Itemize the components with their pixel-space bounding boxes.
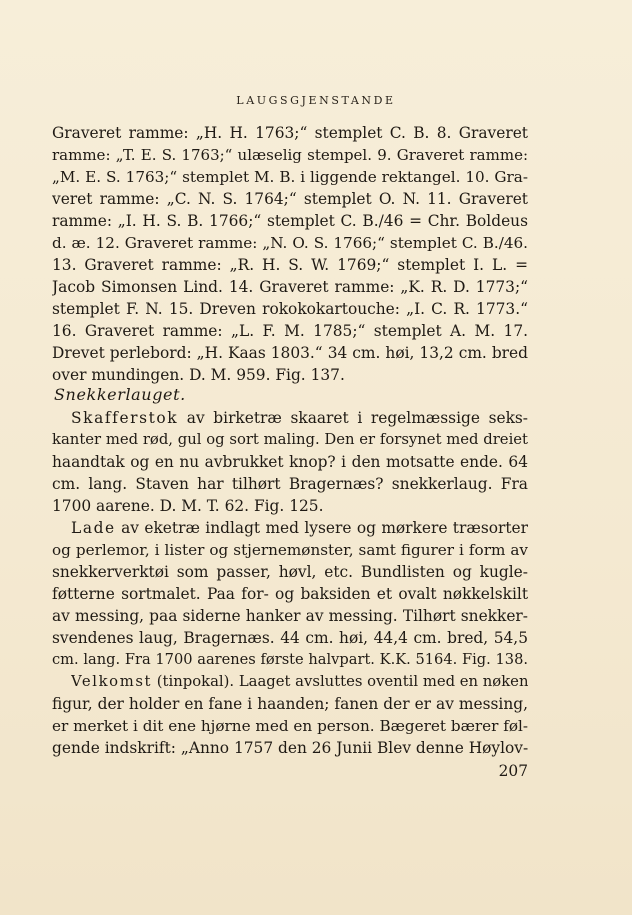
entry-text: av birketræ skaaret i regelmæssige seks- bbox=[178, 409, 528, 427]
text-line: haandtak og en nu avbrukket knop? i den motsatte ende. 64 bbox=[52, 453, 528, 471]
text-line: „M. E. S. 1763;“ stemplet M. B. i liggende rektangel. 10. Gra- bbox=[52, 168, 528, 186]
entry-text: (tinpokal). Laaget avsluttes oventil med en nøken bbox=[152, 673, 528, 690]
page-number: 207 bbox=[498, 762, 528, 780]
text-line: d. æ. 12. Graveret ramme: „N. O. S. 1766;“ stemplet C. B./46. bbox=[52, 234, 528, 252]
text-line: Drevet perlebord: „H. Kaas 1803.“ 34 cm. høi, 13,2 cm. bred bbox=[52, 344, 528, 362]
text-line: 1700 aarene. D. M. T. 62. Fig. 125. bbox=[52, 497, 324, 515]
text-line: av messing, paa siderne hanker av messing. Tilhørt snekker- bbox=[52, 607, 528, 625]
text-line: veret ramme: „C. N. S. 1764;“ stemplet O. N. 11. Graveret bbox=[52, 190, 528, 208]
entry-first-line bbox=[71, 517, 528, 539]
text-line: og perlemor, i lister og stjernemønster, samt figurer i form av bbox=[52, 541, 528, 559]
running-head: LAUGSGJENSTANDE bbox=[236, 94, 396, 107]
text-line: svendenes laug, Bragernæs. 44 cm. høi, 44,4 cm. bred, 54,5 bbox=[52, 629, 528, 647]
entry-first-line bbox=[71, 407, 528, 429]
text-line: cm. lang. Fra 1700 aarenes første halvpart. K.K. 5164. Fig. 138. bbox=[52, 651, 528, 668]
text-line: Graveret ramme: „H. H. 1763;“ stemplet C. B. 8. Graveret bbox=[52, 124, 528, 142]
section-title: Snekkerlauget. bbox=[54, 385, 186, 404]
text-line: stemplet F. N. 15. Dreven rokokokartouche: „I. C. R. 1773.“ bbox=[52, 300, 528, 318]
entry-term: Skafferstok bbox=[71, 409, 179, 427]
text-line: over mundingen. D. M. 959. Fig. 137. bbox=[52, 366, 345, 384]
text-line: 16. Graveret ramme: „L. F. M. 1785;“ stemplet A. M. 17. bbox=[52, 322, 528, 340]
entry-term: Velkomst bbox=[71, 673, 153, 690]
text-line: føtterne sortmalet. Paa for- og baksiden et ovalt nøkkelskilt bbox=[52, 585, 528, 603]
text-line: 13. Graveret ramme: „R. H. S. W. 1769;“ stemplet I. L. = bbox=[52, 256, 528, 274]
text-line: ramme: „T. E. S. 1763;“ ulæselig stempel. 9. Graveret ramme: bbox=[52, 146, 528, 164]
entry-term: Lade bbox=[71, 519, 116, 537]
text-line: cm. lang. Staven har tilhørt Bragernæs? snekkerlaug. Fra bbox=[52, 475, 528, 493]
text-line: ramme: „I. H. S. B. 1766;“ stemplet C. B./46 = Chr. Boldeus bbox=[52, 212, 528, 230]
text-line: figur, der holder en fane i haanden; fanen der er av messing, bbox=[52, 695, 528, 713]
text-line: er merket i dit ene hjørne med en person. Bægeret bærer føl- bbox=[52, 717, 528, 735]
entry-text: av eketræ indlagt med lysere og mørkere træsorter bbox=[115, 519, 528, 537]
text-line: Jacob Simonsen Lind. 14. Graveret ramme: „K. R. D. 1773;“ bbox=[52, 278, 528, 296]
text-line: snekkerverktøi som passer, høvl, etc. Bundlisten og kugle- bbox=[52, 563, 528, 581]
entry-first-line bbox=[71, 671, 528, 693]
text-line: gende indskrift: „Anno 1757 den 26 Junii Blev denne Høylov- bbox=[52, 739, 528, 757]
text-line: kanter med rød, gul og sort maling. Den er forsynet med dreiet bbox=[52, 431, 528, 448]
